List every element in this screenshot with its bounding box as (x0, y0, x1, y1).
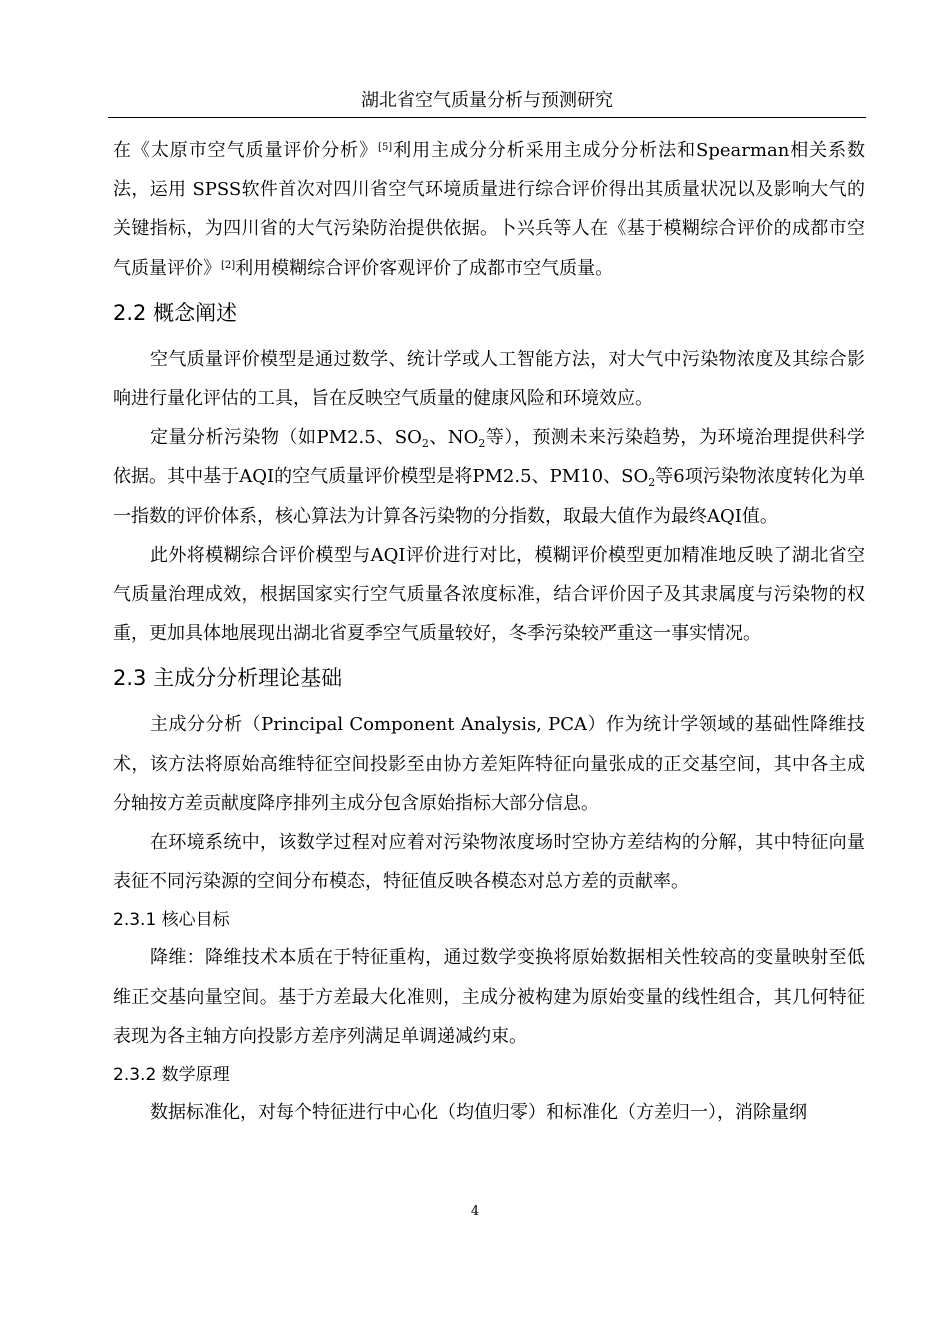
subscript: 2 (421, 437, 429, 451)
subscript: 2 (478, 437, 486, 451)
intro-text-3: 利用模糊综合评价客观评价了成都市空气质量。 (235, 257, 614, 279)
intro-text-2: 利用主成分分析采用主成分分析法和Spearman相关系数法，运用 SPSS软件首次对四川省空气环境质量进行综合评价得出其质量状况以及影响大气的关键指标，为四川省的大气污染防治提供依据。卜兴兵等人在《基于模糊综合评价的成都市空气质量评价》 (113, 140, 866, 279)
section-2-2-heading: 2.2 概念阐述 (113, 300, 238, 325)
citation-2: [2] (221, 259, 236, 271)
pollutant-text-4: 等6项污染物浓度转化为单一指数的评价体系，核心算法为计算各污染物的分指数，取最大值作为最终AQI值。 (113, 466, 865, 527)
page-number: 4 (470, 1204, 480, 1219)
section-2-3-2-heading: 2.3.2 数学原理 (113, 1065, 230, 1086)
pollutant-text-1: 定量分析污染物（如PM2.5、SO (150, 427, 422, 449)
header-rule (108, 117, 866, 118)
section-2-2-paragraph-1: 空气质量评价模型是通过数学、统计学或人工智能方法，对大气中污染物浓度及其综合影响进行量化评估的工具，旨在反映空气质量的健康风险和环境效应。 (113, 348, 865, 410)
running-header: 湖北省空气质量分析与预测研究 (361, 90, 613, 111)
page-body (113, 131, 865, 1132)
section-2-3-2-paragraph-1: 数据标准化，对每个特征进行中心化（均值归零）和标准化（方差归一），消除量纲 (150, 1102, 807, 1124)
section-2-2-paragraph-2 (113, 418, 865, 536)
section-2-3-1-paragraph-1: 降维：降维技术本质在于特征重构，通过数学变换将原始数据相关性较高的变量映射至低维正交基向量空间。基于方差最大化准则，主成分被构建为原始变量的线性组合，其几何特征表现为各主轴方向投影方差序列满足单调递减约束。 (113, 947, 865, 1047)
section-2-3-heading: 2.3 主成分分析理论基础 (113, 666, 343, 691)
subscript: 2 (648, 476, 656, 490)
intro-paragraph (113, 131, 865, 288)
pollutant-text-3: 等），预测未来污染趋势，为环境治理提供科学依据。其中基于AQI的空气质量评价模型是将PM2.5、PM10、SO (113, 427, 865, 488)
section-2-2-paragraph-3: 此外将模糊综合评价模型与AQI评价进行对比，模糊评价模型更加精准地反映了湖北省空气质量治理成效，根据国家实行空气质量各浓度标准，结合评价因子及其隶属度与污染物的权重，更加具体地展现出湖北省夏季空气质量较好，冬季污染较严重这一事实情况。 (113, 544, 865, 645)
section-2-3-1-heading: 2.3.1 核心目标 (113, 910, 230, 931)
citation-5: [5] (378, 142, 393, 153)
intro-text-1: 在《太原市空气质量评价分析》 (113, 140, 379, 161)
pollutant-text-2: 、NO (428, 427, 479, 449)
section-2-3-paragraph-1: 主成分分析（Principal Component Analysis, PCA）作为统计学领域的基础性降维技术，该方法将原始高维特征空间投影至由协方差矩阵特征向量张成的正交基空间，其中各主成分轴按方差贡献度降序排列主成分包含原始指标大部分信息。 (113, 714, 865, 814)
section-2-3-paragraph-2: 在环境系统中，该数学过程对应着对污染物浓度场时空协方差结构的分解，其中特征向量表征不同污染源的空间分布模态，特征值反映各模态对总方差的贡献率。 (113, 832, 865, 893)
